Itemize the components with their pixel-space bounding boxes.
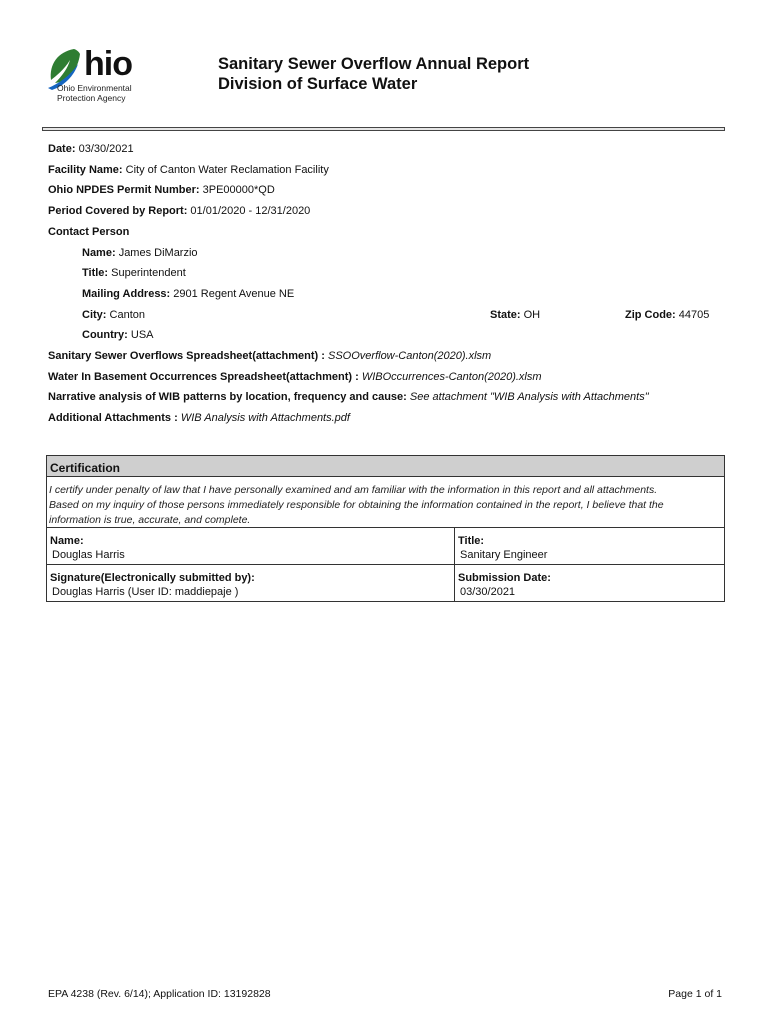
city-field: City: Canton — [82, 309, 145, 321]
logo-wordmark: hio — [84, 45, 132, 83]
signer-title-label: Title: — [458, 535, 485, 547]
mailing-address-field: Mailing Address: 2901 Regent Avenue NE — [82, 288, 295, 300]
contact-person-heading: Contact Person — [48, 226, 130, 238]
wib-spreadsheet-attachment: Water In Basement Occurrences Spreadsheet(attachment) : WIBOccurrences-Canton(2020).xlsm — [48, 371, 542, 383]
signer-title: Sanitary Engineer — [460, 549, 548, 561]
sso-spreadsheet-attachment: Sanitary Sewer Overflows Spreadsheet(attachment) : SSOOverflow-Canton(2020).xlsm — [48, 350, 492, 362]
footer-form-info: EPA 4238 (Rev. 6/14); Application ID: 13192828 — [48, 988, 271, 1000]
submission-date-label: Submission Date: — [458, 572, 551, 584]
additional-file-link[interactable]: WIB Analysis with Attachments.pdf — [180, 412, 350, 424]
footer-page-number: Page 1 of 1 — [668, 988, 722, 1000]
ohio-epa-logo — [44, 44, 144, 106]
certification-signature-row — [47, 564, 724, 602]
country-field: Country: USA — [82, 329, 154, 341]
certification-name-row — [47, 527, 724, 565]
additional-attachments-field: Additional Attachments : WIB Analysis with Attachments.pdf — [48, 412, 350, 424]
permit-number-field: Ohio NPDES Permit Number: 3PE00000*QD — [48, 184, 275, 196]
narrative-analysis-field: Narrative analysis of WIB patterns by location, frequency and cause: See attachment "WIB Analysis with Attachments" — [48, 391, 649, 403]
certification-statement: I certify under penalty of law that I have personally examined and am familiar with the information in this report and all attachments. Based on my inquiry of those persons immediately responsible for obtaining the information contained in the report, I believe that the information is true, accurate, and complete. — [49, 484, 664, 526]
report-title-line2: Division of Surface Water — [218, 75, 418, 93]
facility-name-field: Facility Name: City of Canton Water Reclamation Facility — [48, 164, 329, 176]
contact-title-field: Title: Superintendent — [82, 267, 186, 279]
signature-value: Douglas Harris (User ID: maddiepaje ) — [52, 586, 239, 598]
sso-file-link[interactable]: SSOOverflow-Canton(2020).xlsm — [328, 350, 492, 362]
report-title-line1: Sanitary Sewer Overflow Annual Report — [218, 55, 530, 73]
state-field: State: OH — [490, 309, 541, 321]
submission-date: 03/30/2021 — [460, 586, 516, 598]
contact-name-field: Name: James DiMarzio — [82, 247, 198, 259]
signer-name-label: Name: — [50, 535, 84, 547]
signer-name: Douglas Harris — [52, 549, 125, 561]
period-covered-field: Period Covered by Report: 01/01/2020 - 12/31/2020 — [48, 205, 311, 217]
date-field: Date: 03/30/2021 — [48, 143, 134, 155]
certification-box — [46, 455, 725, 602]
signature-label: Signature(Electronically submitted by): — [50, 572, 255, 584]
report-title — [218, 54, 529, 94]
wib-file-link[interactable]: WIBOccurrences-Canton(2020).xlsm — [361, 371, 542, 383]
zip-code-field: Zip Code: 44705 — [625, 309, 710, 321]
certification-heading: Certification — [47, 456, 724, 477]
logo-agency-name: Ohio Environmental Protection Agency — [57, 83, 132, 103]
header-divider — [42, 127, 725, 131]
